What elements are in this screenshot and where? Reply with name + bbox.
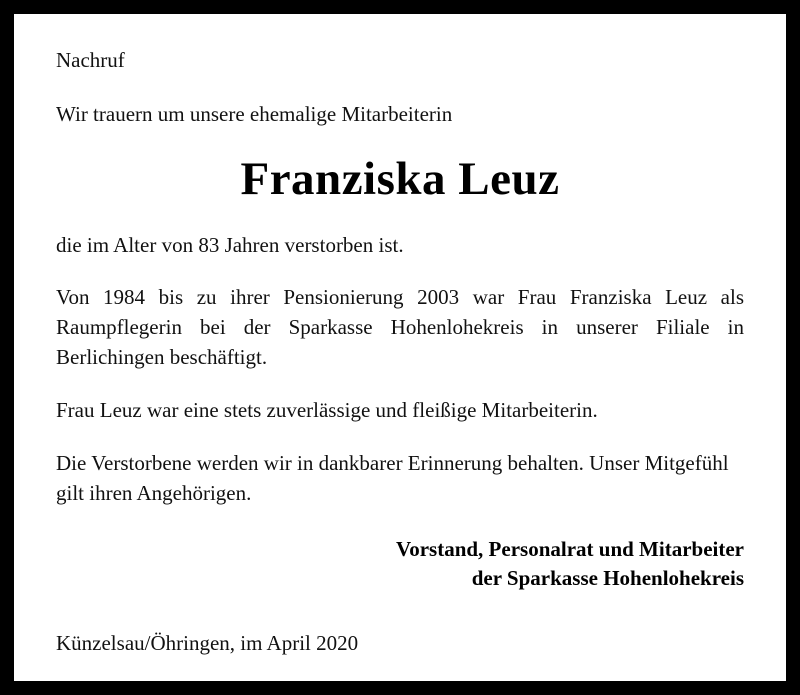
- age-of-death-line: die im Alter von 83 Jahren verstorben ist.: [56, 233, 404, 258]
- condolence-paragraph: Die Verstorbene werden wir in dankbarer Erinnerung behalten. Unser Mitgefühl gilt ihren Angehörigen.: [56, 450, 729, 505]
- tribute-paragraph: Frau Leuz war eine stets zuverlässige und fleißige Mitarbeiterin.: [56, 397, 598, 422]
- obituary-lead-text: Wir trauern um unsere ehemalige Mitarbeiterin: [56, 102, 453, 127]
- signature-line-1: Vorstand, Personalrat und Mitarbeiter: [395, 537, 744, 562]
- obituary-kicker: Nachruf: [56, 48, 125, 72]
- signature-line-2: der Sparkasse Hohenlohekreis: [471, 565, 744, 590]
- signature-block: [56, 535, 744, 592]
- obituary-card: [14, 14, 786, 681]
- career-paragraph: Von 1984 bis zu ihrer Pensionierung 2003 war Frau Franziska Leuz als Raumpflegerin bei der Sparkasse Hohenlohekreis in unserer Filiale in Berlichingen beschäftigt.: [56, 285, 744, 370]
- place-and-date: Künzelsau/Öhringen, im April 2020: [56, 630, 359, 655]
- deceased-name: Franziska Leuz: [240, 153, 560, 206]
